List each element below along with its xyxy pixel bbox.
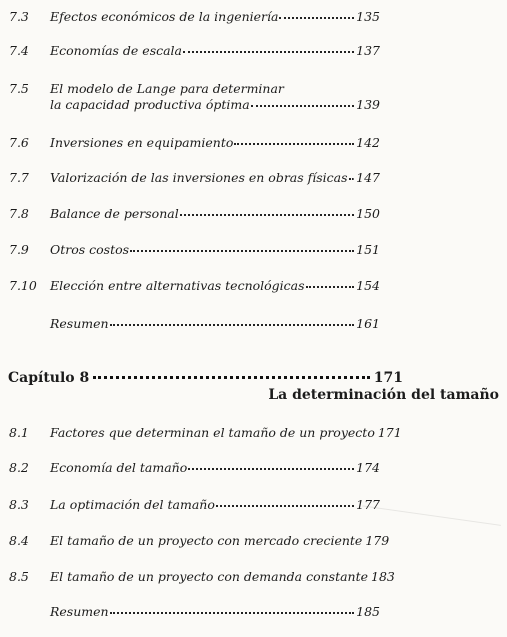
section-number: 7.10 [9,278,37,293]
section-title: Balance de personal [50,206,179,221]
dot-leader [110,324,355,326]
page-number: 135 [356,9,380,24]
section-number: 7.6 [9,135,29,150]
dot-leader [306,286,355,288]
entry-title-row [50,278,380,294]
toc-entry-resumen-8 [0,604,507,630]
entry-title-row [50,135,380,151]
page-number: 154 [356,278,380,293]
page-number: 171 [377,425,402,440]
entry-title-row [50,43,380,59]
dot-leader [110,612,355,614]
page-number: 161 [356,316,380,331]
section-number: 7.8 [9,206,29,221]
section-title: El tamaño de un proyecto con mercado creciente [50,533,363,548]
page-number: 142 [356,135,380,150]
section-title: Resumen [50,316,109,331]
chapter-subtitle: La determinación del tamaño [268,387,499,403]
dot-leader [216,505,354,507]
section-title: Economías de escala [50,43,183,58]
section-number: 7.5 [9,81,29,96]
dot-leader [188,468,354,470]
page-number: 150 [356,206,380,221]
section-number: 8.4 [9,533,29,548]
page-number: 185 [356,604,380,619]
toc-entry-7-5 [0,81,507,117]
toc-entry-7-8 [0,206,507,232]
section-number: 7.3 [9,9,29,24]
page-number: 139 [356,97,380,112]
section-number: 7.4 [9,43,29,58]
section-number: 7.9 [9,242,29,257]
dot-leader [234,143,354,145]
section-title: Elección entre alternativas tecnológicas [50,278,305,293]
toc-entry-resumen-7 [0,316,507,342]
section-title: Resumen [50,604,109,619]
toc-entry-7-4 [0,43,507,69]
toc-entry-8-5 [0,569,507,595]
section-title: Economía del tamaño [50,460,188,475]
entry-title-row [50,460,380,476]
dot-leader [130,250,354,252]
entry-title-row [50,533,390,549]
toc-entry-8-1 [0,425,507,451]
toc-entry-7-3 [0,9,507,35]
entry-title-row [50,497,380,513]
page-number: 147 [356,170,380,185]
section-title: la capacidad productiva óptima [50,97,250,112]
dot-leader [251,105,354,107]
section-title: La optimación del tamaño [50,497,215,512]
toc-entry-7-9 [0,242,507,268]
toc-entry-7-7 [0,170,507,196]
chapter-page: 171 [373,370,403,386]
page-number: 183 [371,569,395,584]
dot-leader [93,376,370,379]
page-number: 179 [365,533,390,548]
page-number: 151 [356,242,380,257]
section-title-line1: El modelo de Lange para determinar [50,81,284,96]
dot-leader [349,178,355,180]
section-number: 8.5 [9,569,29,584]
section-number: 8.1 [9,425,29,440]
section-number: 7.7 [9,170,29,185]
chapter-heading [8,369,403,387]
section-title: Factores que determinan el tamaño de un proyecto [50,425,375,440]
dot-leader [180,214,354,216]
section-title: Valorización de las inversiones en obras físicas [50,170,348,185]
entry-title-row [50,316,380,332]
entry-title-row [50,425,402,441]
entry-title-row [50,170,380,186]
entry-title-row [50,97,380,113]
dot-leader [183,51,354,53]
section-title: Efectos económicos de la ingeniería [50,9,279,24]
toc-entry-7-6 [0,135,507,161]
toc-entry-8-2 [0,460,507,486]
entry-title-row [50,242,380,258]
toc-entry-7-10 [0,278,507,304]
dot-leader [279,17,354,19]
page-number: 174 [356,460,380,475]
section-title: El tamaño de un proyecto con demanda constante [50,569,369,584]
section-title: Inversiones en equipamiento [50,135,234,150]
entry-title-row [50,569,395,585]
section-number: 8.2 [9,460,29,475]
page-number: 137 [356,43,380,58]
chapter-label: Capítulo 8 [8,370,90,386]
entry-title-row [50,604,380,620]
page-number: 177 [356,497,380,512]
entry-title-row [50,9,380,25]
section-title: Otros costos [50,242,130,257]
section-number: 8.3 [9,497,29,512]
entry-title-row [50,206,380,222]
